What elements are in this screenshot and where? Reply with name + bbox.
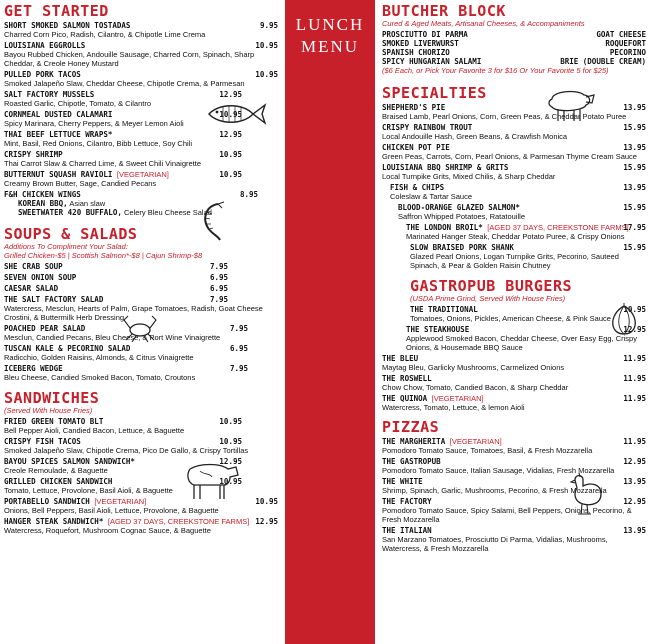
menu-item (382, 437, 646, 455)
item-price: 11.95 (623, 374, 646, 383)
menu-item (4, 417, 278, 435)
menu-item (4, 21, 278, 39)
item-name: THE BLEU (382, 354, 419, 363)
item-price: 7.95 (209, 295, 228, 304)
item-price: 15.95 (623, 123, 646, 132)
item-price: 12.95 (219, 130, 242, 139)
item-price: 12.95 (623, 325, 646, 334)
burgers-note: (USDA Prime Grind, Served With House Fries) (410, 294, 566, 303)
item-description: Local Andouille Hash, Green Beans, & Crawfish Monica (382, 132, 568, 141)
item-description: Roasted Garlic, Chipotle, Tomato, & Cilantro (4, 99, 152, 108)
item-name: SHEPHERD'S PIE (382, 103, 446, 112)
menu-item (382, 183, 646, 201)
item-name: SEVEN ONION SOUP (4, 273, 77, 282)
menu-item (4, 130, 278, 148)
butcher-block-heading: BUTCHER BLOCK (382, 2, 506, 20)
burgers-heading: GASTROPUB BURGERS (410, 277, 573, 295)
butcher-block-row: SPANISH CHORIZO PECORINO (382, 48, 646, 57)
menu-item (4, 364, 278, 382)
item-name: LOUISIANA EGGROLLS (4, 41, 86, 50)
item-price: 13.95 (623, 103, 646, 112)
item-description: Creole Remoulade, & Baguette (4, 466, 108, 475)
item-price: 15.95 (623, 163, 646, 172)
crab-icon (120, 312, 160, 344)
item-price: 13.95 (623, 143, 646, 152)
item-description: Green Peas, Carrots, Corn, Pearl Onions, & Parmesan Thyme Cream Sauce (382, 152, 637, 161)
item-name: THE SALT FACTORY SALAD (4, 295, 104, 304)
item-name: THE FACTORY (382, 497, 432, 506)
item-description: Mint, Basil, Red Onions, Cilantro, Bibb Lettuce, Soy Chili (4, 139, 193, 148)
item-price: 11.95 (623, 437, 646, 446)
item-description: Creamy Brown Butter, Sage, Candied Pecans (4, 179, 157, 188)
item-name: TUSCAN KALE & PECORINO SALAD (4, 344, 131, 353)
item-tag: [VEGETARIAN] (431, 394, 484, 403)
sandwiches-heading: SANDWICHES (4, 389, 100, 407)
item-price: 12.95 (623, 497, 646, 506)
item-description: Spicy Marinara, Cherry Peppers, & Meyer Lemon Aioli (4, 119, 184, 128)
item-description: Bleu Cheese, Candied Smoked Bacon, Tomato, Croutons (4, 373, 196, 382)
item-tag: [AGED 37 DAYS, CREEKSTONE FARMS] (107, 517, 250, 526)
item-name: THE LONDON BROIL* [AGED 37 DAYS, CREEKSTONE FARMS] (406, 223, 629, 232)
item-price: 12.95 (219, 457, 242, 466)
item-name: LOUISIANA BBQ SHRIMP & GRITS (382, 163, 509, 172)
menu-item (382, 374, 646, 392)
item-name: CHICKEN POT PIE (382, 143, 450, 152)
item-name: THE TRADITIONAL (410, 305, 478, 314)
specialties-heading: SPECIALTIES (382, 84, 487, 102)
item-name: PORTABELLO SANDWICH [VEGETARIAN] (4, 497, 147, 506)
menu-item (382, 243, 646, 270)
item-price: 6.95 (209, 284, 228, 293)
item-description: Smoked Jalapeño Slaw, Chipotle Crema, Pico De Gallo, & Crispy Tortillas (4, 446, 249, 455)
menu-item (382, 457, 646, 475)
item-price: 9.95 (259, 21, 278, 30)
item-name: THE STEAKHOUSE (406, 325, 470, 334)
item-description: Local Turnpike Grits, Mixed Chilis, & Sharp Cheddar (382, 172, 556, 181)
menu-item (4, 284, 278, 293)
menu-item (382, 163, 646, 181)
item-description: Maytag Bleu, Garlicky Mushrooms, Carmelized Onions (382, 363, 565, 372)
item-price: 10.95 (255, 41, 278, 50)
item-price: 10.95 (623, 305, 646, 314)
item-price: 11.95 (623, 354, 646, 363)
item-name: FRIED GREEN TOMATO BLT (4, 417, 104, 426)
menu-item (4, 150, 278, 168)
item-price: 12.95 (255, 517, 278, 526)
menu-item (4, 41, 278, 68)
menu-item (382, 103, 646, 121)
item-name: PULLED PORK TACOS (4, 70, 81, 79)
item-name: FISH & CHIPS (390, 183, 445, 192)
item-tag: [AGED 37 DAYS, CREEKSTONE FARMS] (487, 223, 629, 232)
item-name: GRILLED CHICKEN SANDWICH (4, 477, 113, 486)
item-description: Chow Chow, Tomato, Candied Bacon, & Sharp Cheddar (382, 383, 569, 392)
butcher-block-row: PROSCIUTTO DI PARMA GOAT CHEESE (382, 30, 646, 39)
menu-item (382, 354, 646, 372)
pizzas-heading: PIZZAS (382, 418, 440, 436)
item-price: 13.95 (623, 183, 646, 192)
item-description: Pomodoro Tomato Sauce, Spicy Salami, Bell Peppers, Onions, Pecorino, & Fresh Mozzarella (382, 506, 632, 524)
item-price: 6.95 (229, 344, 248, 353)
specialties-list (382, 103, 646, 270)
lunch-menu-title: LUNCH MENU (295, 15, 365, 56)
item-price: 10.95 (219, 477, 242, 486)
item-description: Coleslaw & Tartar Sauce (390, 192, 472, 201)
soups-salads-heading: SOUPS & SALADS (4, 225, 138, 243)
item-name: HANGER STEAK SANDWICH* [AGED 37 DAYS, CREEKSTONE FARMS] (4, 517, 250, 526)
item-name: CRISPY SHRIMP (4, 150, 63, 159)
item-name: CRISPY FISH TACOS (4, 437, 81, 446)
item-price: 10.95 (219, 437, 242, 446)
get-started-heading: GET STARTED (4, 2, 109, 20)
menu-item (382, 394, 646, 412)
item-description: Saffron Whipped Potatoes, Ratatouille (398, 212, 526, 221)
menu-item: F&H CHICKEN WINGS 8.95 KOREAN BBQ, Asian slaw SWEETWATER 420 BUFFALO, Celery Bleu Cheese Salad (4, 190, 258, 217)
item-price: 13.95 (623, 477, 646, 486)
menu-item (382, 477, 646, 495)
menu-item (4, 344, 278, 362)
item-description: San Marzano Tomatoes, Prosciutto Di Parma, Vidalias, Mushrooms, Watercress, & Fresh Mozzarella (382, 535, 608, 553)
item-price: 15.95 (623, 203, 646, 212)
item-tag: [VEGETARIAN] (449, 437, 502, 446)
item-name: THE GASTROPUB (382, 457, 441, 466)
salad-additions-prices: Grilled Chicken-$5 | Scottish Salmon*-$8 | Cajun Shrimp-$8 (4, 251, 203, 260)
item-description: Tomato, Lettuce, Provolone, Basil Aioli, & Baguette (4, 486, 173, 495)
sheep-icon (544, 85, 596, 123)
item-description: Watercress, Mesclun, Hearts of Palm, Grape Tomatoes, Radish, Goat Cheese Crostini, & Buttermilk Herb Dressing (4, 304, 263, 322)
butcher-block-pricing: ($6 Each, or Pick Your Favorite 3 for $16 Or Your Favorite 5 for $25) (382, 66, 609, 75)
right-column (382, 0, 646, 553)
item-name: ICEBERG WEDGE (4, 364, 63, 373)
menu-item (4, 273, 278, 282)
item-description: Onions, Bell Peppers, Basil Aioli, Lettuce, Provolone, & Baguette (4, 506, 219, 515)
red-center-stripe (285, 0, 375, 644)
menu-item (382, 497, 646, 524)
item-name: SHORT SMOKED SALMON TOSTADAS (4, 21, 131, 30)
item-description: Glazed Pearl Onions, Logan Turnpike Grits, Pecorino, Sauteed Spinach, & Pear & Golden Raisin Chutney (410, 252, 619, 270)
menu-item (4, 517, 278, 535)
item-name: THE ITALIAN (382, 526, 432, 535)
item-name: CRISPY RAINBOW TROUT (382, 123, 473, 132)
item-description: Smoked Jalapeño Slaw, Cheddar Cheese, Chipotle Crema, & Parmesan (4, 79, 245, 88)
fish-icon (205, 101, 267, 127)
item-name: SLOW BRAISED PORK SHANK (410, 243, 514, 252)
item-price: 12.95 (623, 457, 646, 466)
item-name: SHE CRAB SOUP (4, 262, 63, 271)
item-name: THAI BEEF LETTUCE WRAPS* (4, 130, 113, 139)
item-description: Shrimp, Spinach, Garlic, Mushrooms, Pecorino, & Fresh Mozzarella (382, 486, 607, 495)
item-tag: [VEGETARIAN] (116, 170, 169, 179)
menu-item (4, 437, 278, 455)
menu-item (4, 70, 278, 88)
menu-item (382, 526, 646, 553)
item-description: Radicchio, Golden Raisins, Almonds, & Citrus Vinaigrette (4, 353, 194, 362)
salad-additions-note: Additions To Compliment Your Salad: (4, 242, 128, 251)
item-price: 7.95 (229, 324, 248, 333)
item-name: BLOOD-ORANGE GLAZED SALMON* (398, 203, 520, 212)
item-description: Pomodoro Tomato Sauce, Tomatoes, Basil, & Fresh Mozzarella (382, 446, 593, 455)
butcher-block-row: SPICY HUNGARIAN SALAMI BRIE (DOUBLE CREAM) (382, 57, 646, 66)
item-description: Watercress, Tomato, Lettuce, & lemon Aioli (382, 403, 525, 412)
item-description: Applewood Smoked Bacon, Cheddar Cheese, Over Easy Egg, Crispy Onions, & Housemade BBQ Sauce (406, 334, 637, 352)
item-price: 10.95 (219, 150, 242, 159)
item-price: 15.95 (623, 243, 646, 252)
item-name: CAESAR SALAD (4, 284, 59, 293)
cow-icon (180, 455, 242, 503)
menu-item (382, 223, 646, 241)
butcher-block-row: SMOKED LIVERWURST ROQUEFORT (382, 39, 646, 48)
menu-item (4, 262, 278, 271)
item-name: BAYOU SPICES SALMON SANDWICH* (4, 457, 135, 466)
shrimp-icon (198, 200, 226, 242)
item-price: 6.95 (209, 273, 228, 282)
item-tag: [VEGETARIAN] (94, 497, 147, 506)
item-name: CORNMEAL DUSTED CALAMARI (4, 110, 113, 119)
item-description: Braised Lamb, Pearl Onions, Corn, Green Peas, & Cheddar Potato Puree (382, 112, 627, 121)
item-name: THE QUINOA [VEGETARIAN] (382, 394, 484, 403)
butcher-block-list (382, 30, 646, 66)
item-description: Mesclun, Candied Pecans, Bleu Cheese, & Port Wine Vinaigrette (4, 333, 221, 342)
menu-item (382, 143, 646, 161)
item-description: Thai Carrot Slaw & Charred Lime, & Sweet Chili Vinaigrette (4, 159, 202, 168)
item-price: 7.95 (229, 364, 248, 373)
item-description: Marinated Hanger Steak, Cheddar Potato Puree, & Crispy Onions (406, 232, 625, 241)
item-price: 13.95 (623, 526, 646, 535)
item-name: THE ROSWELL (382, 374, 432, 383)
item-price: 10.95 (219, 110, 242, 119)
item-price: 10.95 (255, 70, 278, 79)
item-name: SALT FACTORY MUSSELS (4, 90, 95, 99)
pizzas-list (382, 437, 646, 553)
item-price: 7.95 (209, 262, 228, 271)
butcher-block-note: Cured & Aged Meats, Artisanal Cheeses, & Accompaniments (382, 19, 585, 28)
item-description: Bell Pepper Aioli, Candied Bacon, Lettuce, & Baguette (4, 426, 185, 435)
sandwiches-note: (Served With House Fries) (4, 406, 93, 415)
onion-icon (605, 302, 643, 338)
item-name: BUTTERNUT SQUASH RAVIOLI [VEGETARIAN] (4, 170, 169, 179)
item-price: 17.95 (623, 223, 646, 232)
item-price: 10.95 (219, 417, 242, 426)
item-name: POACHED PEAR SALAD (4, 324, 86, 333)
menu-item (382, 123, 646, 141)
item-price: 10.95 (219, 170, 242, 179)
item-description: Bayou Rubbed Chicken, Andouille Sausage, Charred Corn, Spinach, Sharp Cheddar, & Creole Honey Mustard (4, 50, 255, 68)
item-price: 12.95 (219, 90, 242, 99)
item-name: THE WHITE (382, 477, 423, 486)
item-description: Charred Corn Pico, Radish, Cilantro, & Chipotle Lime Crema (4, 30, 206, 39)
item-description: Pomodoro Tomato Sauce, Italian Sausage, Vidalias, Fresh Mozzarella (382, 466, 615, 475)
chicken-icon (565, 470, 605, 516)
item-description: Tomatoes, Onions, Pickles, American Cheese, & Pink Sauce (410, 314, 611, 323)
item-description: Watercress, Roquefort, Mushroom Cognac Sauce, & Baguette (4, 526, 211, 535)
item-price: 10.95 (255, 497, 278, 506)
menu-item (4, 170, 278, 188)
menu-item (382, 203, 646, 221)
item-price: 11.95 (623, 394, 646, 403)
item-name: THE MARGHERITA [VEGETARIAN] (382, 437, 502, 446)
